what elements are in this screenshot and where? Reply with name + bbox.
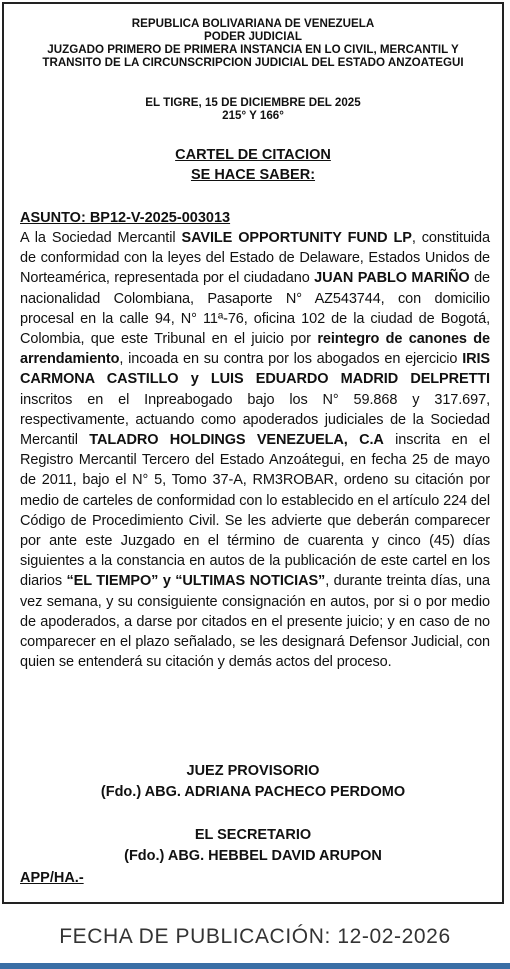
hace-saber-title: SE HACE SABER: xyxy=(190,167,316,183)
case-number: ASUNTO: BP12-V-2025-003013 xyxy=(20,210,231,226)
date-line: EL TIGRE, 15 DE DICIEMBRE DEL 2025 xyxy=(145,96,361,109)
accent-line xyxy=(0,963,510,969)
judge-signature xyxy=(4,761,502,803)
body-bold-run: IRIS CARMONA CASTILLO y LUIS EDUARDO MADRID DELPRETTI xyxy=(20,351,490,388)
body-bold-run: JUAN PABLO MARIÑO xyxy=(314,270,470,287)
notice-frame xyxy=(2,2,504,904)
body-text-run: de nacionalidad Colombiana, Pasaporte N° AZ543744, con domicilio procesal en la calle 94, N° 11ª-76, oficina 102 de la ciudad de Bogotá, Colombia, que este Tribunal en el juicio por xyxy=(20,270,491,348)
header-line-3: JUZGADO PRIMERO DE PRIMERA INSTANCIA EN LO CIVIL, MERCANTIL Y xyxy=(47,43,459,56)
court-header xyxy=(4,17,502,69)
body-bold-run: SAVILE OPPORTUNITY FUND LP xyxy=(181,230,412,246)
notice-titles xyxy=(4,145,502,185)
header-line-1: REPUBLICA BOLIVARIANA DE VENEZUELA xyxy=(131,17,375,30)
body-text-run: , incoada en su contra por los abogados en ejercicio xyxy=(119,351,463,368)
cartel-title: CARTEL DE CITACION xyxy=(175,147,331,163)
initials: APP/HA.- xyxy=(20,870,84,886)
body-text-run: inscrita en el Registro Mercantil Tercero del Estado Anzoátegui, en fecha 25 de mayo de 2011, bajo el N° 5, Tomo 37-A, RM3ROBAR, ordeno su citación por medio de carteles de conformidad con lo establecido en el artículo 224 del Código de Procedimiento Civil. Se les advierte que deberán comparecer por ante este Juzgado en el término de cuarenta y cinco (45) días siguientes a la constancia en autos de la publicación de este cartel en los diarios xyxy=(20,432,490,590)
body-bold-run: “EL TIEMPO” y “ULTIMAS NOTICIAS” xyxy=(66,573,326,590)
years-line: 215° Y 166° xyxy=(222,109,284,122)
body-bold-run: TALADRO HOLDINGS VENEZUELA, C.A xyxy=(89,432,384,449)
body-text-run: , durante treinta días, una vez semana, y su consiguiente consignación en autos, por si o por medio de apoderados, a darse por citados en el presente juicio; y en caso de no comparecer en el plazo señalado, se les designará Defensor Judicial, con quien se entenderá su citación y demás actos del proceso. xyxy=(20,573,490,671)
secretary-name: (Fdo.) ABG. HEBBEL DAVID ARUPON xyxy=(124,848,382,864)
judge-name: (Fdo.) ABG. ADRIANA PACHECO PERDOMO xyxy=(100,784,406,800)
body-text-run: inscritos en el Inpreabogado bajo los N° 59.868 y 317.697, respectivamente, actuando como apoderados judiciales de la Sociedad Mercantil xyxy=(20,391,490,449)
body-bold-run: reintegro de canones de arrendamiento xyxy=(20,331,490,368)
publication-date: FECHA DE PUBLICACIÓN: 12-02-2026 xyxy=(59,925,451,948)
secretary-signature xyxy=(4,825,502,867)
date-block xyxy=(4,96,502,122)
judge-title: JUEZ PROVISORIO xyxy=(186,763,320,779)
secretary-title: EL SECRETARIO xyxy=(194,827,312,843)
header-line-4: TRANSITO DE LA CIRCUNSCRIPCION JUDICIAL DEL ESTADO ANZOATEGUI xyxy=(42,56,464,69)
header-line-2: PODER JUDICIAL xyxy=(204,30,302,43)
body-text-run: , constituida de conformidad con la leyes del Estado de Delaware, Estados Unidos de Norteamérica, representada por el ciudadano xyxy=(20,230,490,287)
notice-body xyxy=(20,228,490,672)
body-text-run: A la Sociedad Mercantil xyxy=(20,230,182,246)
